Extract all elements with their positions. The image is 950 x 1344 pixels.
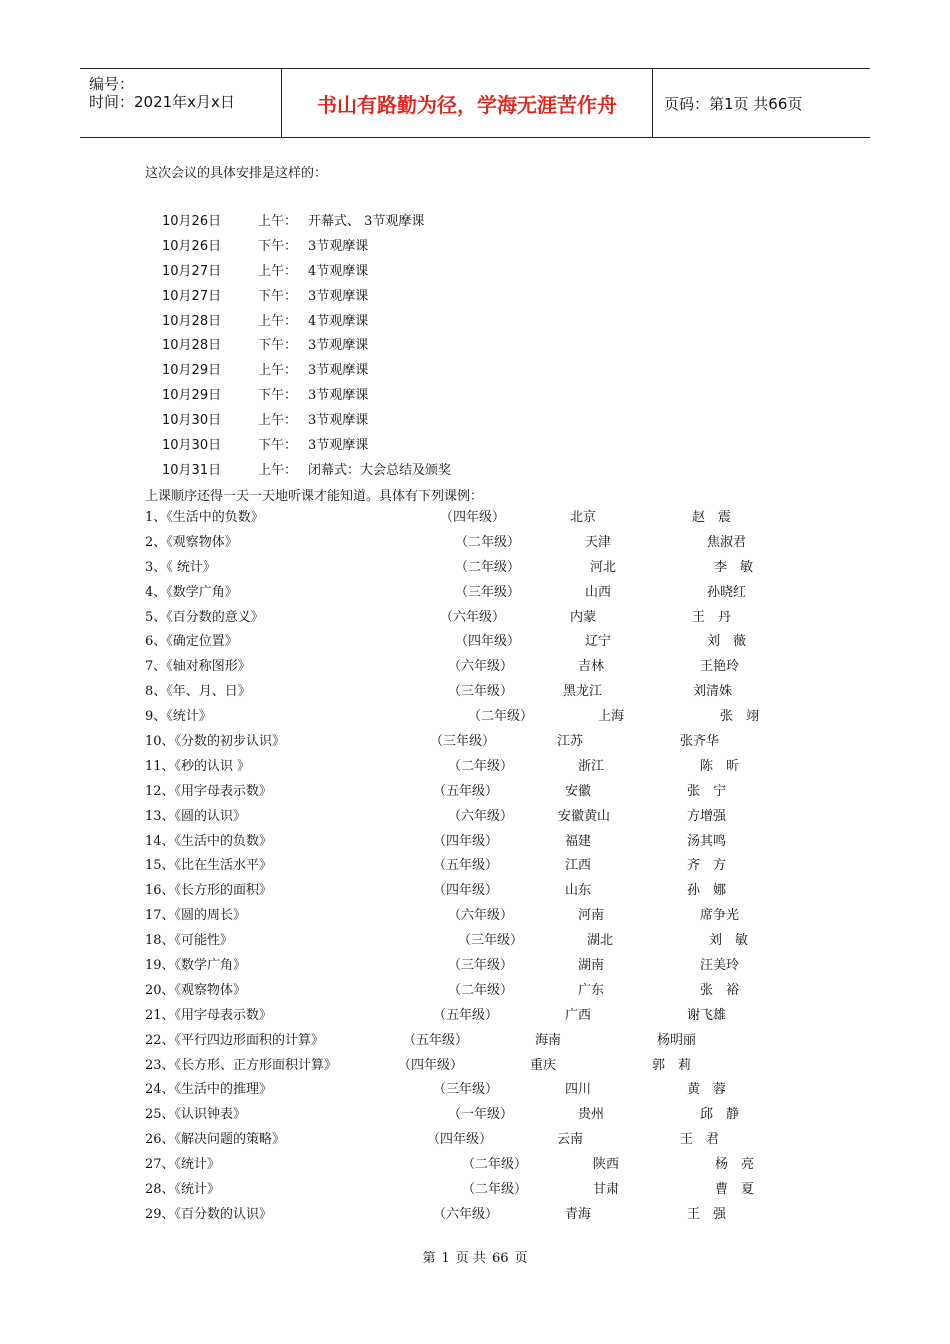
lesson-grade: （四年级） xyxy=(455,634,521,650)
lesson-province: 上海 xyxy=(598,709,625,725)
lesson-province: 青海 xyxy=(565,1206,592,1222)
lesson-title: 2、《观察物体》 xyxy=(145,534,238,550)
lesson-title: 18、《可能性》 xyxy=(145,933,234,949)
lesson-title: 14、《生活中的负数》 xyxy=(145,833,273,849)
schedule-row xyxy=(162,384,562,409)
lesson-teacher: 席争光 xyxy=(700,908,740,924)
lesson-title: 5、《百分数的意义》 xyxy=(145,609,264,625)
lesson-title: 21、《用字母表示数》 xyxy=(145,1007,273,1023)
page-footer xyxy=(0,1247,950,1266)
lesson-province: 云南 xyxy=(557,1132,584,1148)
schedule-date: 10月29日 xyxy=(162,363,222,379)
lesson-teacher: 李 敏 xyxy=(714,559,754,575)
lesson-grade: （三年级） xyxy=(433,1082,499,1098)
lesson-row xyxy=(0,830,950,855)
schedule-activity: 开幕式、 3节观摩课 xyxy=(308,214,425,229)
schedule-activity: 3节观摩课 xyxy=(308,238,369,254)
header-page-info: 页码：第1页 共66页 xyxy=(664,94,803,113)
schedule-date: 10月31日 xyxy=(162,462,222,478)
schedule-activity: 4节观摩课 xyxy=(308,263,369,279)
schedule-activity: 4节观摩课 xyxy=(308,313,369,329)
lesson-row xyxy=(0,929,950,954)
lesson-grade: （二年级） xyxy=(448,758,514,774)
schedule-activity: 3节观摩课 xyxy=(308,438,369,454)
lesson-province: 北京 xyxy=(570,510,597,525)
lesson-grade: （五年级） xyxy=(433,1007,499,1023)
schedule-activity: 3节观摩课 xyxy=(308,288,369,304)
lesson-teacher: 王艳玲 xyxy=(700,659,740,675)
footer-total-pages: 66 xyxy=(491,1251,509,1266)
lesson-province: 湖南 xyxy=(578,958,605,974)
lesson-row xyxy=(0,805,950,830)
lesson-title: 20、《观察物体》 xyxy=(145,982,247,998)
lesson-row xyxy=(0,854,950,879)
lesson-province: 河南 xyxy=(578,908,605,924)
page-header xyxy=(80,68,870,138)
schedule-period: 下午： xyxy=(258,438,298,454)
lesson-row xyxy=(0,755,950,780)
lesson-title: 26、《解决问题的策略》 xyxy=(145,1132,286,1148)
lesson-teacher: 杨 亮 xyxy=(715,1157,755,1173)
schedule-period: 上午： xyxy=(258,363,298,379)
lesson-teacher: 焦淑君 xyxy=(707,534,747,550)
lesson-grade: （一年级） xyxy=(448,1107,514,1123)
schedule-date: 10月27日 xyxy=(162,288,222,304)
schedule-period: 下午： xyxy=(258,288,298,304)
lesson-province: 天津 xyxy=(585,534,612,550)
lesson-province: 吉林 xyxy=(578,659,605,675)
lesson-province: 内蒙 xyxy=(570,609,597,625)
schedule-row xyxy=(162,285,562,310)
lesson-teacher: 赵 震 xyxy=(692,510,732,525)
lesson-teacher: 王 强 xyxy=(687,1206,727,1222)
lesson-grade: （二年级） xyxy=(455,559,521,575)
lesson-teacher: 汪美玲 xyxy=(700,958,740,974)
footer-suffix: 页 xyxy=(514,1251,528,1266)
schedule-date: 10月28日 xyxy=(162,338,222,354)
schedule-date: 10月28日 xyxy=(162,313,222,329)
lesson-grade: （六年级） xyxy=(448,908,514,924)
lesson-grade: （二年级） xyxy=(462,1182,528,1198)
lesson-row xyxy=(0,1153,950,1178)
schedule-row xyxy=(162,260,562,285)
lesson-title: 28、《统计》 xyxy=(145,1182,221,1198)
schedule-period: 下午： xyxy=(258,338,298,354)
lesson-province: 陕西 xyxy=(593,1157,620,1173)
lesson-row xyxy=(0,1203,950,1228)
lesson-title: 22、《平行四边形面积的计算》 xyxy=(145,1032,325,1048)
lesson-grade: （三年级） xyxy=(430,734,496,750)
schedule-period: 上午： xyxy=(258,263,298,279)
lesson-province: 辽宁 xyxy=(585,634,612,650)
lesson-teacher: 齐 方 xyxy=(687,858,727,874)
lesson-row xyxy=(0,655,950,680)
lesson-row xyxy=(0,705,950,730)
lesson-row xyxy=(0,680,950,705)
lesson-row xyxy=(0,1004,950,1029)
lesson-row xyxy=(0,506,950,531)
lesson-teacher: 陈 昕 xyxy=(700,758,740,774)
lesson-title: 3、《 统计》 xyxy=(145,559,216,575)
lesson-province: 安徽 xyxy=(565,783,592,799)
lesson-province: 江苏 xyxy=(557,734,584,750)
lesson-title: 13、《圆的认识》 xyxy=(145,808,247,824)
lesson-teacher: 黄 蓉 xyxy=(687,1082,727,1098)
lesson-teacher: 张齐华 xyxy=(680,734,720,750)
lesson-teacher: 张 宁 xyxy=(687,783,727,799)
schedule-list xyxy=(162,210,562,484)
lesson-province: 山西 xyxy=(585,584,612,600)
schedule-activity: 3节观摩课 xyxy=(308,338,369,354)
document-number-label: 编号： xyxy=(89,75,135,93)
lesson-grade: （二年级） xyxy=(462,1157,528,1173)
schedule-period: 下午： xyxy=(258,388,298,404)
footer-mid: 页 共 xyxy=(455,1251,486,1266)
lesson-row xyxy=(0,780,950,805)
schedule-activity: 3节观摩课 xyxy=(308,413,369,429)
lesson-grade: （二年级） xyxy=(468,709,534,725)
schedule-row xyxy=(162,210,562,235)
lesson-teacher: 王 丹 xyxy=(692,609,732,625)
intro-text: 这次会议的具体安排是这样的： xyxy=(145,166,328,181)
lesson-grade: （四年级） xyxy=(433,833,499,849)
lesson-grade: （六年级） xyxy=(448,808,514,824)
lesson-title: 6、《确定位置》 xyxy=(145,634,238,650)
schedule-activity: 3节观摩课 xyxy=(308,388,369,404)
lesson-teacher: 杨明丽 xyxy=(657,1032,697,1048)
lesson-teacher: 孙晓红 xyxy=(707,584,747,600)
lesson-teacher: 刘清姝 xyxy=(693,684,733,700)
lesson-row xyxy=(0,1054,950,1079)
schedule-period: 上午： xyxy=(258,413,298,429)
lesson-row xyxy=(0,1103,950,1128)
lesson-grade: （四年级） xyxy=(440,510,506,525)
lesson-title: 7、《轴对称图形》 xyxy=(145,659,251,675)
lesson-title: 1、《生活中的负数》 xyxy=(145,510,264,525)
schedule-date: 10月29日 xyxy=(162,388,222,404)
lesson-province: 江西 xyxy=(565,858,592,874)
schedule-period: 上午： xyxy=(258,313,298,329)
lesson-grade: （四年级） xyxy=(398,1057,464,1073)
lesson-province: 山东 xyxy=(565,883,592,899)
footer-page-number: 1 xyxy=(441,1251,450,1266)
lesson-province: 贵州 xyxy=(578,1107,605,1123)
schedule-date: 10月27日 xyxy=(162,263,222,279)
lesson-title: 8、《年、月、日》 xyxy=(145,684,251,700)
lesson-teacher: 曹 夏 xyxy=(715,1182,755,1198)
lesson-province: 福建 xyxy=(565,833,592,849)
lesson-teacher: 方增强 xyxy=(687,808,727,824)
lesson-list xyxy=(0,506,950,1228)
lesson-grade: （二年级） xyxy=(455,534,521,550)
schedule-row xyxy=(162,359,562,384)
schedule-row xyxy=(162,459,562,484)
lesson-row xyxy=(0,954,950,979)
lesson-grade: （六年级） xyxy=(448,659,514,675)
lesson-title: 4、《数学广角》 xyxy=(145,584,238,600)
lesson-grade: （六年级） xyxy=(440,609,506,625)
lesson-province: 湖北 xyxy=(587,933,614,949)
lesson-teacher: 孙 娜 xyxy=(687,883,727,899)
schedule-date: 10月26日 xyxy=(162,238,222,254)
lesson-province: 海南 xyxy=(535,1032,562,1048)
lesson-row xyxy=(0,531,950,556)
lesson-teacher: 张 翊 xyxy=(720,709,760,725)
schedule-period: 上午： xyxy=(258,462,298,478)
lesson-row xyxy=(0,730,950,755)
schedule-date: 10月30日 xyxy=(162,438,222,454)
lesson-row xyxy=(0,556,950,581)
schedule-activity: 闭幕式：大会总结及颁奖 xyxy=(308,462,452,478)
lesson-grade: （三年级） xyxy=(448,958,514,974)
schedule-row xyxy=(162,310,562,335)
lesson-province: 河北 xyxy=(590,559,617,575)
lesson-title: 16、《长方形的面积》 xyxy=(145,883,273,899)
lesson-grade: （五年级） xyxy=(433,783,499,799)
footer-prefix: 第 xyxy=(422,1251,436,1266)
lesson-grade: （三年级） xyxy=(458,933,524,949)
lesson-teacher: 刘 敏 xyxy=(709,933,749,949)
schedule-date: 10月26日 xyxy=(162,214,222,229)
lesson-teacher: 谢飞雄 xyxy=(687,1007,727,1023)
document-time-label: 时间：2021年x月x日 xyxy=(89,93,235,111)
schedule-activity: 3节观摩课 xyxy=(308,363,369,379)
schedule-row xyxy=(162,334,562,359)
lesson-row xyxy=(0,904,950,929)
schedule-row xyxy=(162,434,562,459)
lesson-province: 四川 xyxy=(565,1082,592,1098)
lesson-title: 19、《数学广角》 xyxy=(145,958,247,974)
lesson-row xyxy=(0,1029,950,1054)
lesson-grade: （五年级） xyxy=(433,858,499,874)
lesson-title: 11、《秒的认识 》 xyxy=(145,758,251,774)
lesson-row xyxy=(0,581,950,606)
lesson-teacher: 张 裕 xyxy=(700,982,740,998)
lesson-province: 广东 xyxy=(578,982,605,998)
lesson-grade: （五年级） xyxy=(403,1032,469,1048)
lesson-grade: （二年级） xyxy=(448,982,514,998)
schedule-period: 下午： xyxy=(258,238,298,254)
lesson-grade: （四年级） xyxy=(427,1132,493,1148)
lesson-title: 12、《用字母表示数》 xyxy=(145,783,273,799)
lesson-teacher: 王 君 xyxy=(680,1132,720,1148)
schedule-row xyxy=(162,409,562,434)
lesson-row xyxy=(0,1128,950,1153)
lesson-title: 23、《长方形、正方形面积计算》 xyxy=(145,1057,338,1073)
lesson-title: 24、《生活中的推理》 xyxy=(145,1082,273,1098)
lesson-teacher: 汤其鸣 xyxy=(687,833,727,849)
lesson-title: 9、《统计》 xyxy=(145,709,212,725)
schedule-row xyxy=(162,235,562,260)
lesson-title: 15、《比在生活水平》 xyxy=(145,858,273,874)
lesson-teacher: 邱 静 xyxy=(700,1107,740,1123)
lesson-province: 安徽黄山 xyxy=(558,808,611,824)
lesson-teacher: 郭 莉 xyxy=(652,1057,692,1073)
lesson-province: 广西 xyxy=(565,1007,592,1023)
header-meta-cell xyxy=(80,69,282,137)
header-motto: 书山有路勤为径，学海无涯苦作舟 xyxy=(282,69,653,137)
lesson-row xyxy=(0,1078,950,1103)
lesson-province: 甘肃 xyxy=(593,1182,620,1198)
lesson-province: 黑龙江 xyxy=(563,684,603,700)
lesson-title: 10、《分数的初步认识》 xyxy=(145,734,286,750)
lesson-title: 25、《认识钟表》 xyxy=(145,1107,247,1123)
lesson-row xyxy=(0,979,950,1004)
schedule-period: 上午： xyxy=(258,214,298,229)
lesson-order-text: 上课顺序还得一天一天地听课才能知道。具体有下列课例： xyxy=(145,489,484,504)
lesson-province: 重庆 xyxy=(530,1057,557,1073)
schedule-date: 10月30日 xyxy=(162,413,222,429)
lesson-grade: （三年级） xyxy=(455,584,521,600)
lesson-grade: （三年级） xyxy=(448,684,514,700)
lesson-province: 浙江 xyxy=(578,758,605,774)
lesson-grade: （四年级） xyxy=(433,883,499,899)
lesson-title: 27、《统计》 xyxy=(145,1157,221,1173)
lesson-row xyxy=(0,879,950,904)
lesson-row xyxy=(0,630,950,655)
lesson-grade: （六年级） xyxy=(433,1206,499,1222)
lesson-teacher: 刘 薇 xyxy=(707,634,747,650)
lesson-row xyxy=(0,1178,950,1203)
lesson-row xyxy=(0,606,950,631)
lesson-title: 17、《圆的周长》 xyxy=(145,908,247,924)
lesson-title: 29、《百分数的认识》 xyxy=(145,1206,273,1222)
